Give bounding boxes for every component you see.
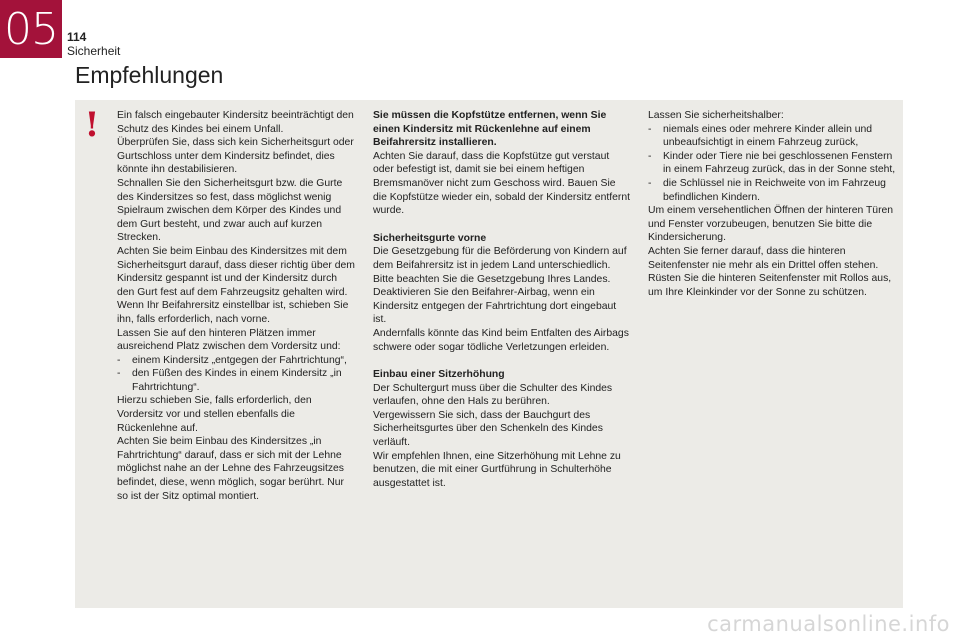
paragraph: Andernfalls könnte das Kind beim Entfalten des Airbags schwere oder sogar tödliche Verletzungen erleiden. <box>373 327 629 353</box>
page-title: Empfehlungen <box>75 62 224 88</box>
paragraph: Lassen Sie sicherheitshalber: <box>648 110 784 121</box>
chapter-tab: 05 <box>0 0 62 58</box>
section-heading: Sicherheitsgurte vorne <box>373 232 487 244</box>
list-item: - Kinder oder Tiere nie bei geschlossenen Fenstern in einem Fahrzeug zurück, das in der Sonne steht, <box>648 150 902 177</box>
paragraph: Vergewissern Sie sich, dass der Bauchgurt des Sicherheitsgurtes über den Schenkeln des Kindes verläuft. <box>373 409 603 449</box>
section-heading: Einbau einer Sitzerhöhung <box>373 369 505 381</box>
bullet-list <box>117 354 357 395</box>
warning-exclamation-icon: ! <box>84 105 100 145</box>
paragraph: Lassen Sie auf den hinteren Plätzen immer ausreichend Platz zwischen dem Vordersitz und: <box>117 327 341 353</box>
paragraph: Schnallen Sie den Sicherheitsgurt bzw. die Gurte des Kindersitzes so fest, dass möglichst wenig Spielraum zwischen dem Körper des Kindes und dem Gurt besteht, und zwar auch auf kurzen Strecken. <box>117 177 343 244</box>
list-item: - einem Kindersitz „entgegen der Fahrtrichtung“, <box>117 354 357 368</box>
paragraph: Überprüfen Sie, dass sich kein Sicherheitsgurt oder Gurtschloss unter dem Kindersitz befindet, dies könnte ihn destabilisieren. <box>117 137 354 176</box>
column-2 <box>373 109 631 490</box>
paragraph: Achten Sie beim Einbau des Kindersitzes „in Fahrtrichtung“ darauf, dass er sich mit der Lehne möglichst nahe an der Lehne des Fahrzeugsitzes befindet, diese, wenn möglich, sogar berührt. Nur so ist der Sitz optimal montiert. <box>117 436 345 502</box>
section-heading: Sie müssen die Kopfstütze entfernen, wenn Sie einen Kindersitz mit Rückenlehne auf einem Beifahrersitz installieren. <box>373 110 607 149</box>
page-number: 114 <box>67 30 87 44</box>
list-item: - die Schlüssel nie in Reichweite von im Fahrzeug befindlichen Kindern. <box>648 177 902 204</box>
paragraph: Achten Sie darauf, dass die Kopfstütze gut verstaut oder befestigt ist, damit sie bei einem heftigen Bremsmanöver nicht zum Geschoss wird. Bauen Sie die Kopfstütze wieder ein, sobald der Kindersitz entfernt wurde. <box>373 150 631 217</box>
list-item: - niemals eines oder mehrere Kinder allein und unbeaufsichtigt in einem Fahrzeug zurück, <box>648 123 902 150</box>
paragraph: Hierzu schieben Sie, falls erforderlich, den Vordersitz vor und stellen ebenfalls die Rückenlehne auf. <box>117 395 312 434</box>
paragraph: Rüsten Sie die hinteren Seitenfenster mit Rollos aus, um Ihre Kleinkinder vor der Sonne zu schützen. <box>648 273 892 298</box>
paragraph: Achten Sie ferner darauf, dass die hinteren Seitenfenster nie mehr als ein Drittel offen stehen. <box>648 245 879 271</box>
paragraph: Ein falsch eingebauter Kindersitz beeinträchtigt den Schutz des Kindes bei einem Unfall. <box>117 110 354 135</box>
paragraph: Wir empfehlen Ihnen, eine Sitzerhöhung mit Lehne zu benutzen, die mit einer Gurtführung in Schulterhöhe ausgestattet ist. <box>373 450 621 489</box>
column-3 <box>648 109 902 299</box>
section-name: Sicherheit <box>67 44 121 58</box>
paragraph: Die Gesetzgebung für die Beförderung von Kindern auf dem Beifahrersitz ist in jedem Land unterschiedlich. Bitte beachten Sie die Gesetzgebung Ihres Landes. <box>373 246 627 285</box>
paragraph: Um einem versehentlichen Öffnen der hinteren Türen und Fenster vorzubeugen, benutzen Sie bitte die Kindersicherung. <box>648 205 894 244</box>
column-1 <box>117 109 357 503</box>
paragraph: Deaktivieren Sie den Beifahrer-Airbag, wenn ein Kindersitz entgegen der Fahrtrichtung dort eingebaut ist. <box>373 287 617 326</box>
paragraph: Achten Sie beim Einbau des Kindersitzes mit dem Sicherheitsgurt darauf, dass dieser richtig über dem Kindersitz gespannt ist und der Kindersitz durch den Gurt fest auf dem Fahrzeugsitz gehalten wird. Wenn Ihr Beifahrersitz einstellbar ist, schieben Sie ihn, falls erforderlich, nach vorne. <box>117 245 355 325</box>
paragraph: Der Schultergurt muss über die Schulter des Kindes verlaufen, ohne den Hals zu berühren. <box>373 382 613 408</box>
list-item: - den Füßen des Kindes in einem Kindersitz „in Fahrtrichtung“. <box>117 367 357 394</box>
watermark: carmanualsonline.info <box>707 612 950 636</box>
bullet-list <box>648 123 902 205</box>
